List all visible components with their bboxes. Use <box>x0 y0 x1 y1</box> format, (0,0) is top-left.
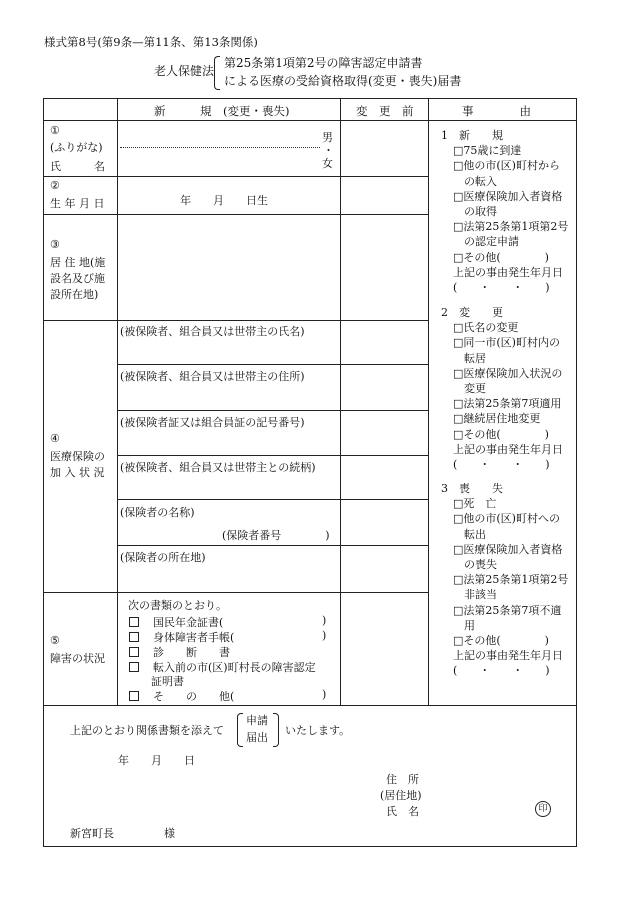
reason-new-date-field[interactable]: ( ・ ・ ) <box>453 281 550 295</box>
gender-male: 男 <box>322 131 333 144</box>
reason-new-date-label: 上記の事由発生年月日 <box>453 265 563 279</box>
gender-female: 女 <box>322 157 333 170</box>
title-line-1: 第25条第1項第2号の障害認定申請書 <box>224 56 423 70</box>
checkbox[interactable] <box>129 647 139 657</box>
statement-bracket-right <box>273 713 279 747</box>
name-before-field[interactable] <box>342 122 426 174</box>
reason-new-section <box>441 128 568 295</box>
form-number: 様式第8号(第9条—第11条、第13条関係) <box>44 35 258 49</box>
checkbox[interactable] <box>129 617 139 627</box>
furigana-field[interactable] <box>120 124 320 144</box>
applicant-name-label: 氏 名 <box>386 805 419 818</box>
gender-dot: ・ <box>323 144 334 157</box>
reason-article-7-not-applied-cont: 用 <box>453 618 475 632</box>
reason-change-date-label: 上記の事由発生年月日 <box>453 442 563 456</box>
reason-certification-application[interactable]: □法第25条第1項第2号 <box>453 220 569 234</box>
reason-not-applicable-cont: 非該当 <box>453 588 497 602</box>
col-header-new: 新 規 (変更・喪失) <box>154 104 290 118</box>
option-notify[interactable]: 届出 <box>246 731 268 744</box>
close-paren: ) <box>322 614 327 627</box>
name-field[interactable] <box>120 150 320 174</box>
submission-date[interactable]: 年 月 日 <box>118 754 195 767</box>
insured-name-label: (被保険者、組合員又は世帯主の氏名) <box>120 325 305 338</box>
reason-change-section <box>441 305 563 472</box>
reason-certification-application-cont: の認定申請 <box>453 235 519 249</box>
reason-insurance-change[interactable]: □医療保険加入状況の <box>453 366 563 380</box>
reason-name-change[interactable]: □氏名の変更 <box>453 321 519 335</box>
applicant-name-field[interactable] <box>427 800 527 816</box>
col-header-reason: 事 由 <box>462 104 531 118</box>
insurance-card-number-label: (被保険者証又は組合員証の記号番号) <box>120 416 305 429</box>
reason-change-date-field[interactable]: ( ・ ・ ) <box>453 458 550 472</box>
reason-loss-date-field[interactable]: ( ・ ・ ) <box>453 664 550 678</box>
insurance-label-line-2: 加 入 状 況 <box>50 466 105 479</box>
reason-move-out[interactable]: □他の市(区)町村への <box>453 512 560 526</box>
furigana-label: (ふりがな) <box>50 141 103 154</box>
seal-mark: 印 <box>535 801 551 817</box>
address-label-line-2: 設名及び施 <box>50 272 105 285</box>
disability-before-field[interactable] <box>342 594 426 703</box>
reason-move-in[interactable]: □他の市(区)町村から <box>453 159 560 173</box>
doc-disability-handbook[interactable]: 身体障害者手帳( <box>129 629 234 645</box>
close-paren: ) <box>322 629 327 642</box>
reason-loss-section <box>441 481 568 679</box>
title-bracket <box>214 56 220 90</box>
reason-not-applicable[interactable]: □法第25条第1項第2号 <box>453 573 569 587</box>
doc-medical-certificate[interactable]: 診 断 書 <box>129 644 230 660</box>
statement-post: いたします。 <box>285 724 351 737</box>
reason-relocation-cont: 転居 <box>453 351 486 365</box>
reason-change-heading: 2 変 更 <box>441 306 503 319</box>
reason-loss-other[interactable]: □その他( ) <box>453 634 549 648</box>
reason-article-7-not-applied[interactable]: □法第25条第7項不適 <box>453 603 562 617</box>
applicant-residence-label: (居住地) <box>380 789 422 802</box>
address-label-line-1: 居 住 地(施 <box>50 256 106 269</box>
row-address-number: ③ <box>50 238 60 251</box>
checkbox[interactable] <box>129 691 139 701</box>
disability-intro: 次の書類のとおり。 <box>128 599 227 612</box>
reason-age-75[interactable]: □75歳に到達 <box>453 144 522 158</box>
reason-relocation[interactable]: □同一市(区)町村内の <box>453 336 560 350</box>
reason-insurance-acquired[interactable]: □医療保険加入者資格 <box>453 189 563 203</box>
birth-label: 生 年 月 日 <box>50 197 105 210</box>
reason-article-7-applied[interactable]: □法第25条第7項適用 <box>453 397 562 411</box>
checkbox[interactable] <box>129 662 139 672</box>
birth-before-field[interactable] <box>342 178 426 212</box>
insurance-before-field[interactable] <box>342 322 426 590</box>
reason-continued-residence[interactable]: □継続居住地変更 <box>453 412 541 426</box>
reason-death[interactable]: □死 亡 <box>453 497 497 511</box>
reason-loss-date-label: 上記の事由発生年月日 <box>453 649 563 663</box>
reason-insurance-acquired-cont: の取得 <box>453 205 497 219</box>
checkbox[interactable] <box>129 632 139 642</box>
statement-bracket-left <box>237 713 243 747</box>
applicant-address-field[interactable] <box>427 768 527 784</box>
address-field[interactable] <box>120 217 338 317</box>
insurer-name-label: (保険者の名称) <box>120 506 195 519</box>
address-label-line-3: 設所在地) <box>50 288 99 301</box>
insurer-address-label: (保険者の所在地) <box>120 551 206 564</box>
col-header-before: 変 更 前 <box>356 104 414 118</box>
disability-label: 障害の状況 <box>50 652 105 665</box>
doc-other[interactable]: そ の 他( <box>129 688 234 704</box>
law-name: 老人保健法 <box>154 64 215 78</box>
address-before-field[interactable] <box>342 217 426 317</box>
name-label: 氏 名 <box>50 160 105 173</box>
birth-date-field[interactable]: 年 月 日生 <box>180 194 268 207</box>
furigana-divider <box>120 147 320 148</box>
row-birth-number: ② <box>50 179 60 192</box>
title-line-2: による医療の受給資格取得(変更・喪失)届書 <box>224 74 462 88</box>
doc-pension-certificate[interactable]: 国民年金証書( <box>129 614 223 630</box>
reason-move-in-cont: の転入 <box>453 174 497 188</box>
close-paren: ) <box>322 688 327 701</box>
reason-loss-heading: 3 喪 失 <box>441 482 503 495</box>
applicant-address-label: 住 所 <box>386 773 419 786</box>
addressee-honorific: 様 <box>164 827 175 840</box>
relationship-label: (被保険者、組合員又は世帯主との続柄) <box>120 461 316 474</box>
statement-pre: 上記のとおり関係書類を添えて <box>70 724 224 737</box>
insurance-label-line-1: 医療保険の <box>50 450 105 463</box>
reason-change-other[interactable]: □その他( ) <box>453 427 549 441</box>
addressee: 新宮町長 <box>70 827 114 840</box>
row-disability-number: ⑤ <box>50 634 60 647</box>
reason-insurance-lost[interactable]: □医療保険加入者資格 <box>453 542 563 556</box>
reason-new-heading: 1 新 規 <box>441 129 503 142</box>
insured-address-label: (被保険者、組合員又は世帯主の住所) <box>120 370 305 383</box>
doc-transfer-certificate-cont: 証明書 <box>151 675 184 688</box>
row-insurance-number: ④ <box>50 432 60 445</box>
reason-new-other[interactable]: □その他( ) <box>453 250 549 264</box>
reason-insurance-change-cont: 変更 <box>453 382 486 396</box>
reason-insurance-lost-cont: の喪失 <box>453 558 497 572</box>
option-apply[interactable]: 申請 <box>246 714 268 727</box>
doc-transfer-certificate[interactable]: 転入前の市(区)町村長の障害認定 <box>129 659 316 675</box>
insurer-number-label: (保険者番号 ) <box>222 529 330 542</box>
reason-move-out-cont: 転出 <box>453 527 486 541</box>
row-name-number: ① <box>50 124 60 137</box>
